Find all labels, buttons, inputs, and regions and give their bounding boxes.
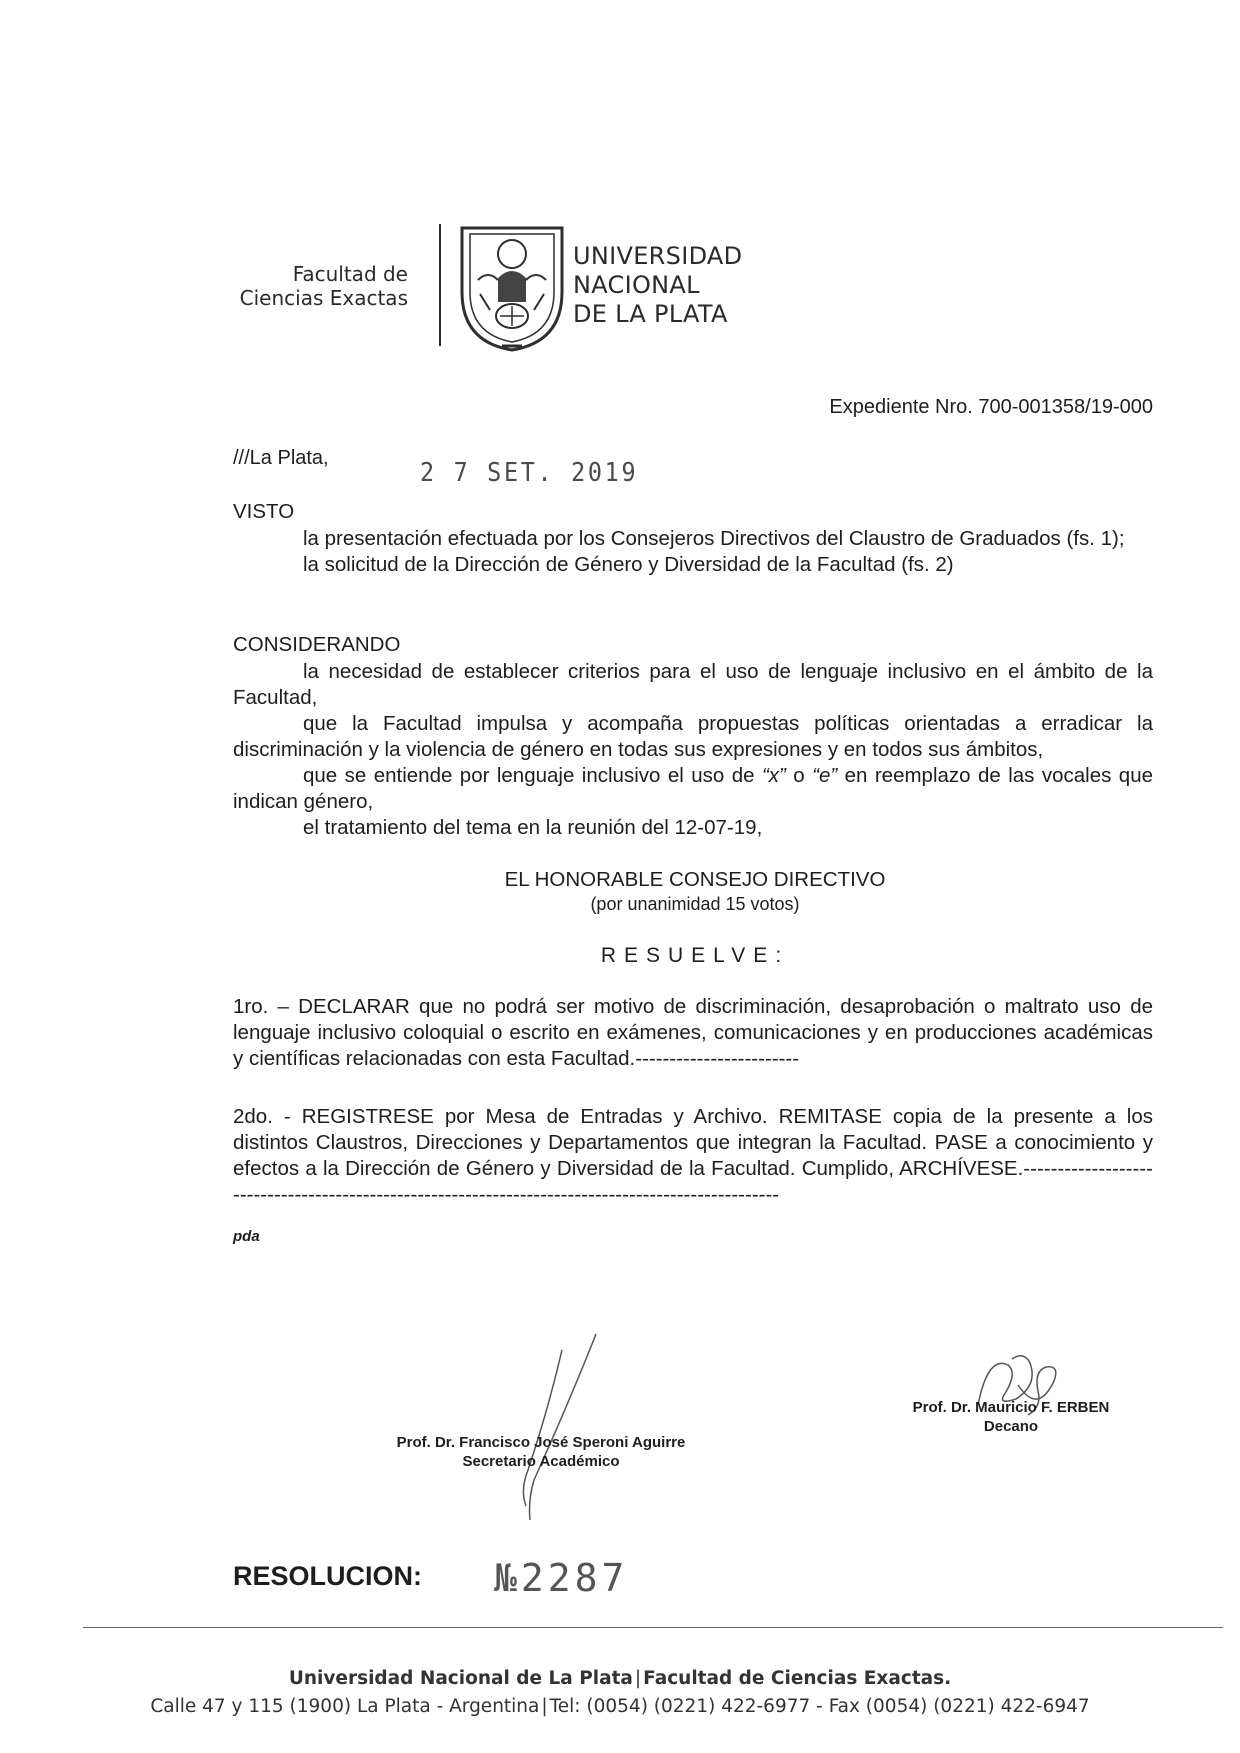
considerando-item-4: el tratamiento del tema en la reunión del 12-07-19, [303,816,763,839]
footer-faculty: Facultad de Ciencias Exactas. [643,1668,952,1689]
typist-initials: pda [233,1228,260,1245]
case-number: Expediente Nro. 700-001358/19-000 [829,396,1153,418]
footer-phone: Tel: (0054) (0221) 422-6977 - Fax (0054) (0221) 422-6947 [549,1696,1090,1717]
visto-item-1: la presentación efectuada por los Consejeros Directivos del Claustro de Graduados (fs. 1); [303,527,1125,550]
considerando-item-3-e: “e” [812,764,838,787]
secretary-name: Prof. Dr. Francisco José Speroni Aguirre [396,1434,686,1451]
resolution-label: RESOLUCION: [233,1561,422,1591]
considerando-item-3-o: o [785,764,813,787]
dean-title: Decano [983,1418,1039,1435]
visto-item-2: la solicitud de la Dirección de Género y Diversidad de la Facultad (fs. 2) [303,553,954,576]
place: ///La Plata, [233,447,329,469]
council-title: EL HONORABLE CONSEJO DIRECTIVO [504,868,886,891]
dean-name: Prof. Dr. Mauricio F. ERBEN [912,1399,1110,1416]
secretary-title: Secretario Académico [462,1453,620,1470]
article-2: 2do. - REGISTRESE por Mesa de Entradas y Archivo. REMITASE copia de la presente a los distintos Claustros, Direcciones y Departamentos que integran la Facultad. PASE a conocimiento y efectos a la Dirección de Género y Diversidad de la Facultad. Cumplido, ARCHÍVESE.--------------------------------------------------------------------------------------------------- [233,1105,1153,1206]
considerando-item-3-b: en reemplazo de las vocales que indican género, [233,764,1153,813]
faculty-name [200,262,408,310]
considerando-item-3-a: que se entiende por lenguaje inclusivo el uso de [303,764,762,787]
resolution-number: №2287 [494,1556,629,1600]
considerando-item-1: la necesidad de establecer criterios para el uso de lenguaje inclusivo en el ámbito de la Facultad, [233,660,1153,709]
university-name-line2: NACIONAL [573,271,700,299]
faculty-name-line2: Ciencias Exactas [239,286,408,310]
footer-divider [83,1627,1223,1628]
university-name-line3: DE LA PLATA [573,300,728,328]
footer-institution [0,1668,1240,1689]
considerando-item-3 [233,763,1153,815]
footer-university: Universidad Nacional de La Plata [288,1668,633,1689]
university-name-line1: UNIVERSIDAD [573,242,743,270]
considerando-item-2: que la Facultad impulsa y acompaña propuestas políticas orientadas a erradicar la discriminación y la violencia de género en todas sus expresiones y en todos sus ámbitos, [233,712,1153,761]
resolves-heading: RESUELVE: [600,944,790,967]
university-seal-logo [458,220,566,354]
secretary-signature [376,1433,706,1471]
footer-contact [0,1696,1240,1717]
visto-heading: VISTO [233,500,295,523]
footer-contact-separator: | [541,1696,548,1717]
article-1: 1ro. – DECLARAR que no podrá ser motivo de discriminación, desaprobación o maltrato uso de lenguaje inclusivo coloquial o escrito en exámenes, comunicaciones y en producciones académicas y científicas relacionadas con esta Facultad.------------------------ [233,995,1153,1070]
considerando-section [233,659,1153,841]
university-name [573,242,742,329]
visto-section [233,526,1153,578]
council-votes: (por unanimidad 15 votos) [590,894,800,914]
considerando-item-3-x: “x” [761,764,786,787]
dean-signature [886,1398,1136,1436]
faculty-name-line1: Facultad de [292,262,408,286]
date-stamp: 2 7 SET. 2019 [420,458,639,488]
footer-separator: | [634,1668,642,1689]
header-divider [439,224,441,346]
footer-address: Calle 47 y 115 (1900) La Plata - Argentina [150,1696,540,1717]
considerando-heading: CONSIDERANDO [233,633,401,656]
secretary-signature-scribble [500,1330,610,1530]
